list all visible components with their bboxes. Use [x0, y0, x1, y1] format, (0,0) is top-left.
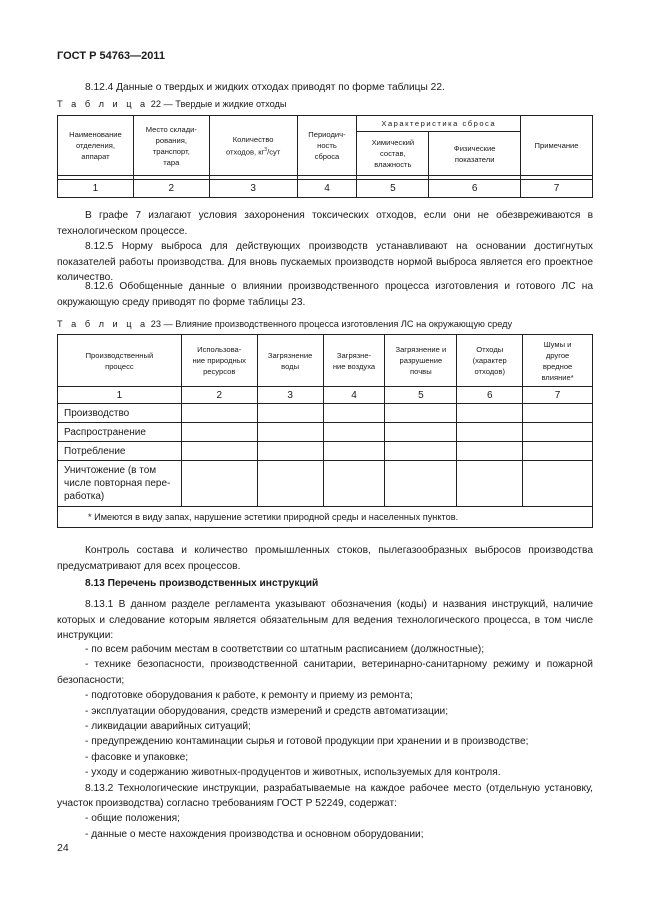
list-item: - подготовке оборудования к работе, к ремонту и приему из ремонта; — [85, 690, 413, 702]
list-item: - общие положения; — [85, 813, 181, 825]
t23-head-col2: Использова- ние природных ресурсов — [181, 335, 257, 387]
t23-row-distribution: Распространение — [58, 423, 182, 442]
t23-num-4: 4 — [323, 387, 385, 404]
t22-num-7: 7 — [521, 180, 593, 198]
table-23 — [57, 334, 593, 528]
t22-head-col3: Количество отходов, $кг^3$/сут — [209, 116, 297, 176]
t23-head-col5: Загрязнение и разрушение почвы — [385, 335, 457, 387]
paragraph-8-12-6: 8.12.6 Обобщенные данные о влиянии производственного процесса изготовления и готового ЛС на окружающую среду приводят по форме таблицы 23. — [57, 281, 593, 308]
t23-head-col4: Загрязне- ние воздуха — [323, 335, 385, 387]
t22-head-col7: Примечание — [521, 116, 593, 176]
t22-head-col5: Химический состав, влажность — [357, 132, 429, 176]
paragraph-control: Контроль состава и количество промышленных стоков, пылегазообразных выбросов производства предусматривают для всех процессов. — [57, 545, 593, 572]
t23-num-7: 7 — [523, 387, 593, 404]
list-item: - данные о месте нахождения производства и основном оборудовании; — [85, 828, 424, 840]
t22-num-4: 4 — [297, 180, 357, 198]
t23-num-5: 5 — [385, 387, 457, 404]
t22-head-group: Характеристика сброса — [357, 116, 521, 132]
t22-head-col6: Физические показатели — [429, 132, 521, 176]
document-header: ГОСТ Р 54763—2011 — [57, 50, 165, 62]
t23-row-destruction: Уничтожение (в том числе повторная пере- работка) — [58, 461, 182, 507]
list-item: - уходу и содержанию животных-продуцентов и животных, используемых для контроля. — [85, 767, 501, 779]
t23-num-3: 3 — [257, 387, 323, 404]
list-item: - предупреждению контаминации сырья и готовой продукции при хранении и в производстве; — [85, 736, 529, 748]
t23-num-2: 2 — [181, 387, 257, 404]
t22-num-3: 3 — [209, 180, 297, 198]
t23-row-consumption: Потребление — [58, 442, 182, 461]
t22-num-5: 5 — [357, 180, 429, 198]
table-22-caption: Т а б л и ц а 22 — Твердые и жидкие отходы — [57, 99, 287, 109]
t22-head-col1: Наименование отделения, аппарат — [58, 116, 134, 176]
t22-num-2: 2 — [133, 180, 209, 198]
t22-head-col4: Периодич- ность сброса — [297, 116, 357, 176]
paragraph-graf-7: В графе 7 излагают условия захоронения токсических отходов, если они не обезвреживаются в технологическом процессе. — [57, 210, 593, 237]
list-item: - ликвидации аварийных ситуаций; — [85, 721, 251, 733]
t23-num-1: 1 — [58, 387, 182, 404]
t23-head-col6: Отходы (характер отходов) — [457, 335, 523, 387]
table-22 — [57, 115, 593, 198]
paragraph-8-13-1: 8.13.1 В данном разделе регламента указывают обозначения (коды) и названия инструкций, наличие которых и следование которым является обязательным для ведения технологического процесса, в том числе инструкции: — [57, 599, 593, 642]
t22-num-6: 6 — [429, 180, 521, 198]
t23-head-col7: Шумы и другое вредное влияние* — [523, 335, 593, 387]
t23-row-production: Производство — [58, 404, 182, 423]
page-number: 24 — [57, 842, 69, 854]
t23-num-6: 6 — [457, 387, 523, 404]
t22-head-col2: Место склади- рования, транспорт, тара — [133, 116, 209, 176]
list-item: - фасовке и упаковке; — [85, 751, 189, 763]
paragraph-8-12-5: 8.12.5 Норму выброса для действующих производств устанавливают на основании достигнутых показателей работы производства. Для вновь пускаемых производств нормой выброса является его проектное количество. — [57, 241, 593, 284]
t23-head-col3: Загрязнение воды — [257, 335, 323, 387]
list-item: - по всем рабочим местам в соответствии со штатным расписанием (должностные); — [85, 644, 485, 655]
t23-footnote: * Имеются в виду запах, нарушение эстетики природной среды и населенных пунктов. — [58, 507, 593, 528]
list-item: - эксплуатации оборудования, средств измерений и средств автоматизации; — [85, 705, 449, 717]
t23-head-col1: Производственный процесс — [58, 335, 182, 387]
section-8-13-title: 8.13 Перечень производственных инструкций — [85, 578, 319, 589]
list-item: - технике безопасности, производственной санитарии, ветеринарно-санитарному режиму и пожарной безопасности; — [57, 659, 593, 686]
paragraph-8-13-2: 8.13.2 Технологические инструкции, разрабатываемые на каждое рабочее место (отдельную установку, участок производства) согласно требованиям ГОСТ Р 52249, содержат: — [57, 782, 593, 810]
t22-num-1: 1 — [58, 180, 134, 198]
paragraph-8-12-4: 8.12.4 Данные о твердых и жидких отходах приводят по форме таблицы 22. — [85, 82, 445, 93]
instructions-list — [57, 642, 593, 842]
table-23-caption: Т а б л и ц а 23 — Влияние производственного процесса изготовления ЛС на окружающую среду — [57, 319, 513, 329]
